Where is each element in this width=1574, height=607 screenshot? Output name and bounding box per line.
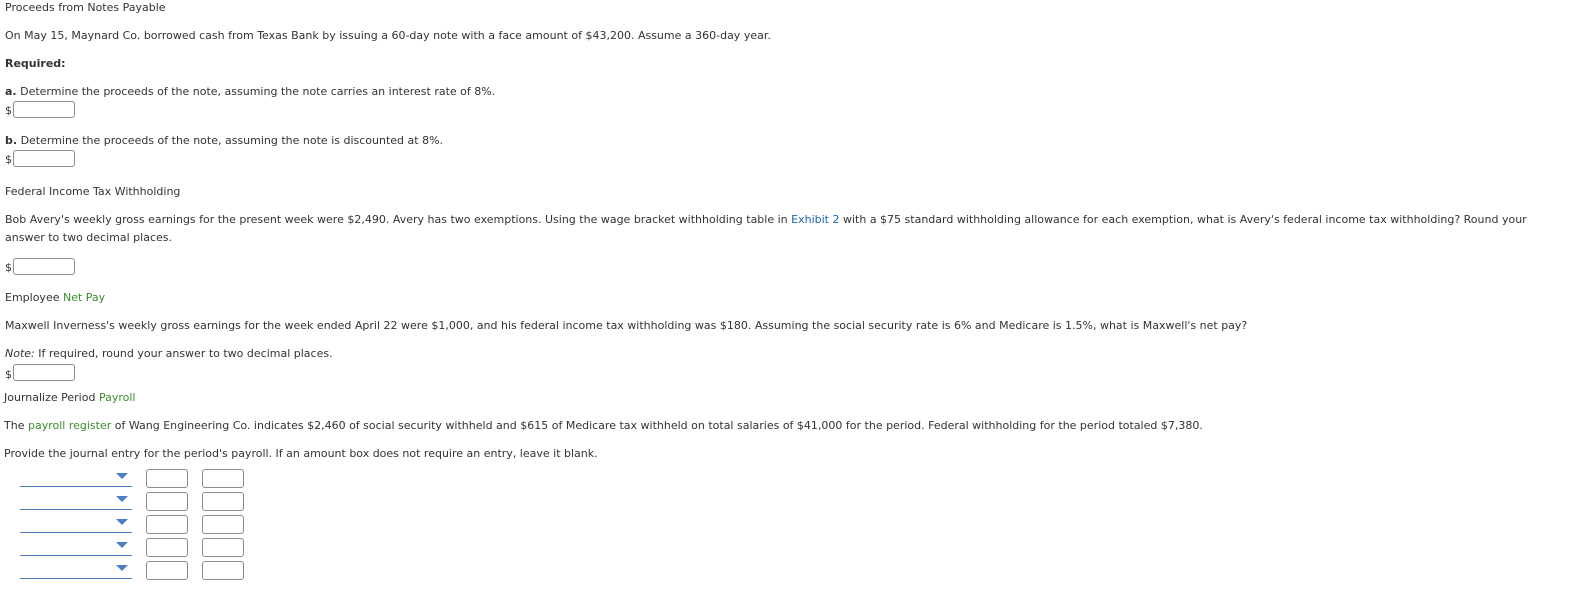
credit-input[interactable] <box>202 538 244 557</box>
currency-symbol: $ <box>5 104 12 117</box>
account-dropdown[interactable] <box>20 468 132 487</box>
credit-input[interactable] <box>202 561 244 580</box>
part-a-text: Determine the proceeds of the note, assuming the note carries an interest rate of 8%. <box>20 85 496 98</box>
account-dropdown[interactable] <box>20 537 132 556</box>
debit-input[interactable] <box>146 538 188 557</box>
credit-input[interactable] <box>202 469 244 488</box>
debit-input[interactable] <box>146 469 188 488</box>
q2-answer-input[interactable] <box>13 258 75 275</box>
account-dropdown[interactable] <box>20 491 132 510</box>
debit-input[interactable] <box>146 492 188 511</box>
account-dropdown[interactable] <box>20 560 132 579</box>
note-label: Note: <box>5 347 35 360</box>
required-heading: Required: <box>5 57 66 70</box>
chevron-down-icon <box>116 473 128 479</box>
q2-text: Bob Avery's weekly gross earnings for the present week were $2,490. Avery has two exemptions. Using the wage bracket withholding table in Exhibit 2 with a $75 standard withholding allowance for each exemption, what is Avery's federal income tax withholding? Round your answer to two decimal places. <box>5 213 1527 244</box>
debit-input[interactable] <box>146 561 188 580</box>
q4-text: The payroll register of Wang Engineering Co. indicates $2,460 of social security withheld and $615 of Medicare tax withheld on total salaries of $41,000 for the period. Federal withholding for the period totaled $7,380. <box>4 419 1203 432</box>
credit-input[interactable] <box>202 492 244 511</box>
chevron-down-icon <box>116 565 128 571</box>
payroll-term: Payroll <box>98 391 136 404</box>
exhibit-2-link[interactable]: Exhibit 2 <box>791 213 840 226</box>
part-b-prompt <box>5 134 443 147</box>
part-b-label: b. <box>5 134 18 147</box>
part-b-answer-input[interactable] <box>13 150 75 167</box>
q4-title: Journalize Period Payroll <box>4 391 136 404</box>
q1-title: Proceeds from Notes Payable <box>5 1 166 14</box>
part-a-label: a. <box>5 85 17 98</box>
debit-input[interactable] <box>146 515 188 534</box>
credit-input[interactable] <box>202 515 244 534</box>
q4-instructions: Provide the journal entry for the period's payroll. If an amount box does not require an entry, leave it blank. <box>4 447 598 460</box>
currency-symbol: $ <box>5 368 12 381</box>
chevron-down-icon <box>116 519 128 525</box>
currency-symbol: $ <box>5 261 12 274</box>
q3-text: Maxwell Inverness's weekly gross earnings for the week ended April 22 were $1,000, and his federal income tax withholding was $180. Assuming the social security rate is 6% and Medicare is 1.5%, what is Maxwell's net pay? <box>5 319 1248 332</box>
part-a-prompt <box>5 85 495 98</box>
q3-note: Note: If required, round your answer to two decimal places. <box>5 347 333 360</box>
q3-title: Employee Net Pay <box>5 291 106 304</box>
chevron-down-icon <box>116 542 128 548</box>
chevron-down-icon <box>116 496 128 502</box>
account-dropdown[interactable] <box>20 514 132 533</box>
part-a-answer-input[interactable] <box>13 101 75 118</box>
part-b-text: Determine the proceeds of the note, assuming the note is discounted at 8%. <box>20 134 444 147</box>
q1-text: On May 15, Maynard Co. borrowed cash from Texas Bank by issuing a 60-day note with a face amount of $43,200. Assume a 360-day year. <box>5 29 771 42</box>
q3-answer-input[interactable] <box>13 364 75 381</box>
net-pay-term: Net Pay <box>62 291 106 304</box>
currency-symbol: $ <box>5 153 12 166</box>
q2-title: Federal Income Tax Withholding <box>5 185 181 198</box>
payroll-register-term: payroll register <box>27 419 112 432</box>
